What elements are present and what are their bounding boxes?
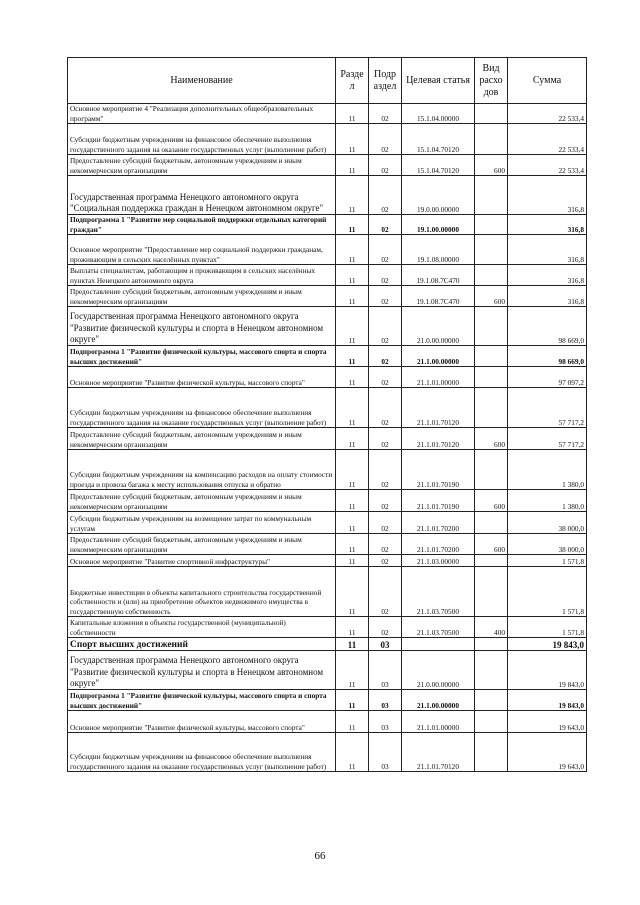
row-podrazdel: 03: [369, 651, 402, 690]
row-target: 19.0.00.00000: [402, 176, 475, 215]
table-row: [68, 690, 587, 711]
header-vid: Вид расхо дов: [475, 58, 508, 104]
row-sum: 19 843,0: [508, 638, 587, 651]
row-name: Основное мероприятие "Предоставление мер социальной поддержки гражданам, проживающим в сельских населённых пунктах": [68, 235, 336, 265]
row-vid: [475, 733, 508, 772]
row-target: 21.1.01.70120: [402, 388, 475, 428]
row-podrazdel: 02: [369, 567, 402, 617]
row-target: 21.1.03.70500: [402, 567, 475, 617]
row-sum: 316,8: [508, 286, 587, 307]
row-razdel: 11: [336, 711, 369, 733]
row-target: 15.1.04.70120: [402, 124, 475, 155]
row-name: Основное мероприятие 4 "Реализация дополнительных общеобразовательных программ": [68, 104, 336, 124]
row-vid: [475, 651, 508, 690]
table-row: [68, 367, 587, 388]
row-sum: 22 533,4: [508, 104, 587, 124]
row-target: 21.1.01.70200: [402, 534, 475, 555]
row-podrazdel: 02: [369, 450, 402, 490]
page-number: 66: [314, 850, 326, 862]
row-sum: 57 717,2: [508, 428, 587, 450]
row-sum: 19 843,0: [508, 690, 587, 711]
row-podrazdel: 02: [369, 512, 402, 534]
row-name: Подпрограмма 1 "Развитие физической культуры, массового спорта и спорта высших достижений": [68, 346, 336, 367]
row-name: Подпрограмма 1 "Развитие физической культуры, массового спорта и спорта высших достижений": [68, 690, 336, 711]
row-podrazdel: 02: [369, 617, 402, 638]
row-razdel: 11: [336, 346, 369, 367]
budget-table: [67, 57, 587, 772]
row-name: Субсидии бюджетным учреждениям на компенсацию расходов на оплату стоимости проезда и провоза багажа к месту использования отпуска и обратно: [68, 450, 336, 490]
header-podrazdel: Подр аздел: [369, 58, 402, 104]
row-name: Субсидии бюджетным учреждениям на возмещение затрат по коммунальным услугам: [68, 512, 336, 534]
row-vid: [475, 235, 508, 265]
table-row: [68, 155, 587, 176]
row-podrazdel: 02: [369, 490, 402, 512]
row-podrazdel: 03: [369, 690, 402, 711]
row-vid: [475, 690, 508, 711]
table-row: [68, 307, 587, 346]
row-podrazdel: 02: [369, 428, 402, 450]
row-razdel: 11: [336, 690, 369, 711]
row-vid: 600: [475, 155, 508, 176]
table-row: [68, 428, 587, 450]
row-vid: [475, 265, 508, 286]
row-razdel: 11: [336, 388, 369, 428]
row-podrazdel: 02: [369, 286, 402, 307]
row-podrazdel: 02: [369, 155, 402, 176]
row-sum: 57 717,2: [508, 388, 587, 428]
row-target: 21.1.01.70190: [402, 450, 475, 490]
header-razdel: Разде л: [336, 58, 369, 104]
row-name: Основное мероприятие "Развитие спортивной инфраструктуры": [68, 555, 336, 567]
row-vid: [475, 346, 508, 367]
row-sum: 1 571,8: [508, 555, 587, 567]
row-razdel: 11: [336, 155, 369, 176]
row-sum: 19 843,0: [508, 651, 587, 690]
row-sum: 19 643,0: [508, 711, 587, 733]
row-razdel: 11: [336, 215, 369, 235]
row-target: 19.1.08.7С470: [402, 286, 475, 307]
row-name: Капитальные вложения в объекты государственной (муниципальной) собственности: [68, 617, 336, 638]
row-sum: 1 380,0: [508, 490, 587, 512]
row-razdel: 11: [336, 733, 369, 772]
row-target: 19.1.00.00000: [402, 215, 475, 235]
row-sum: 316,8: [508, 235, 587, 265]
row-target: 21.1.00.00000: [402, 690, 475, 711]
row-name: Государственная программа Ненецкого автономного округа "Развитие физической культуры и спорта в Ненецком автономном округе": [68, 307, 336, 346]
row-vid: [475, 512, 508, 534]
row-podrazdel: 03: [369, 711, 402, 733]
row-name: Субсидии бюджетным учреждениям на финансовое обеспечение выполнения государственного задания на оказание государственных услуг (выполнение работ): [68, 388, 336, 428]
row-podrazdel: 02: [369, 388, 402, 428]
row-sum: 22 533,4: [508, 155, 587, 176]
row-vid: [475, 104, 508, 124]
table-row: [68, 450, 587, 490]
row-vid: [475, 307, 508, 346]
row-name: Спорт высших достижений: [68, 638, 336, 651]
row-sum: 316,8: [508, 215, 587, 235]
row-sum: 97 097,2: [508, 367, 587, 388]
row-vid: [475, 124, 508, 155]
row-razdel: 11: [336, 450, 369, 490]
row-razdel: 11: [336, 104, 369, 124]
row-vid: 600: [475, 428, 508, 450]
row-target: 15.1.04.00000: [402, 104, 475, 124]
row-razdel: 11: [336, 638, 369, 651]
row-razdel: 11: [336, 651, 369, 690]
row-vid: 400: [475, 617, 508, 638]
row-razdel: 11: [336, 176, 369, 215]
header-target: Целевая статья: [402, 58, 475, 104]
row-vid: [475, 388, 508, 428]
row-razdel: 11: [336, 534, 369, 555]
row-podrazdel: 03: [369, 638, 402, 651]
table-row: [68, 235, 587, 265]
row-target: 21.0.00.00000: [402, 307, 475, 346]
row-target: 21.1.03.00000: [402, 555, 475, 567]
row-razdel: 11: [336, 617, 369, 638]
row-sum: 1 380,0: [508, 450, 587, 490]
row-target: 19.1.08.7С470: [402, 265, 475, 286]
row-sum: 98 669,0: [508, 307, 587, 346]
row-razdel: 11: [336, 567, 369, 617]
row-razdel: 11: [336, 555, 369, 567]
row-name: Выплаты специалистам, работающим и проживающим в сельских населённых пунктах Ненецкого автономного округа: [68, 265, 336, 286]
table-row: [68, 711, 587, 733]
row-target: 15.1.04.70120: [402, 155, 475, 176]
table-row: [68, 733, 587, 772]
row-podrazdel: 02: [369, 307, 402, 346]
row-razdel: 11: [336, 124, 369, 155]
row-name: Предоставление субсидий бюджетным, автономным учреждениям и иным некоммерческим организациям: [68, 534, 336, 555]
table-row: [68, 617, 587, 638]
table-row: [68, 567, 587, 617]
row-target: 21.1.00.00000: [402, 346, 475, 367]
header-sum: Сумма: [508, 58, 587, 104]
row-vid: [475, 367, 508, 388]
row-podrazdel: 02: [369, 176, 402, 215]
row-target: 21.1.01.70120: [402, 733, 475, 772]
row-name: Бюджетные инвестиции в объекты капитального строительства государственной собственности и (или) на приобретение объектов недвижимого имущества в государственную собственность: [68, 567, 336, 617]
row-target: [402, 638, 475, 651]
table-row: [68, 346, 587, 367]
row-sum: 19 643,0: [508, 733, 587, 772]
row-name: Предоставление субсидий бюджетным, автономным учреждениям и иным некоммерческим организациям: [68, 490, 336, 512]
table-body: [68, 104, 587, 772]
table-header-row: [68, 58, 587, 104]
row-podrazdel: 02: [369, 124, 402, 155]
row-podrazdel: 02: [369, 534, 402, 555]
row-sum: 38 000,0: [508, 512, 587, 534]
row-podrazdel: 02: [369, 265, 402, 286]
row-name: Субсидии бюджетным учреждениям на финансовое обеспечение выполнения государственного задания на оказание государственных услуг (выполнение работ): [68, 124, 336, 155]
row-razdel: 11: [336, 235, 369, 265]
row-target: 21.1.01.70120: [402, 428, 475, 450]
row-podrazdel: 02: [369, 346, 402, 367]
table-row: [68, 512, 587, 534]
row-razdel: 11: [336, 428, 369, 450]
row-vid: [475, 711, 508, 733]
row-sum: 98 669,0: [508, 346, 587, 367]
row-vid: 600: [475, 534, 508, 555]
row-name: Основное мероприятие "Развитие физической культуры, массового спорта": [68, 711, 336, 733]
row-podrazdel: 02: [369, 215, 402, 235]
row-razdel: 11: [336, 265, 369, 286]
row-name: Государственная программа Ненецкого автономного округа "Развитие физической культуры и спорта в Ненецком автономном округе": [68, 651, 336, 690]
table-row: [68, 638, 587, 651]
row-target: 21.1.01.70200: [402, 512, 475, 534]
row-target: 21.1.03.70500: [402, 617, 475, 638]
table-row: [68, 388, 587, 428]
table-row: [68, 651, 587, 690]
row-vid: 600: [475, 286, 508, 307]
row-name: Субсидии бюджетным учреждениям на финансовое обеспечение выполнения государственного задания на оказание государственных услуг (выполнение работ): [68, 733, 336, 772]
table-row: [68, 265, 587, 286]
row-razdel: 11: [336, 307, 369, 346]
row-name: Предоставление субсидий бюджетным, автономным учреждениям и иным некоммерческим организациям: [68, 428, 336, 450]
header-name: Наименование: [68, 58, 336, 104]
table-row: [68, 215, 587, 235]
table-row: [68, 124, 587, 155]
row-target: 21.1.01.70190: [402, 490, 475, 512]
table-row: [68, 286, 587, 307]
table-row: [68, 490, 587, 512]
row-name: Предоставление субсидий бюджетным, автономным учреждениям и иным некоммерческим организациям: [68, 286, 336, 307]
row-vid: [475, 567, 508, 617]
row-razdel: 11: [336, 367, 369, 388]
row-podrazdel: 02: [369, 555, 402, 567]
row-vid: [475, 555, 508, 567]
row-vid: [475, 638, 508, 651]
row-sum: 22 533,4: [508, 124, 587, 155]
row-razdel: 11: [336, 490, 369, 512]
row-vid: [475, 450, 508, 490]
row-target: 21.1.01.00000: [402, 367, 475, 388]
table-row: [68, 176, 587, 215]
row-name: Государственная программа Ненецкого автономного округа "Социальная поддержка граждан в Ненецком автономном округе": [68, 176, 336, 215]
row-podrazdel: 02: [369, 104, 402, 124]
row-sum: 38 000,0: [508, 534, 587, 555]
row-target: 19.1.08.00000: [402, 235, 475, 265]
row-vid: [475, 176, 508, 215]
row-razdel: 11: [336, 512, 369, 534]
row-podrazdel: 02: [369, 367, 402, 388]
row-sum: 316,8: [508, 176, 587, 215]
row-target: 21.0.00.00000: [402, 651, 475, 690]
row-name: Подпрограмма 1 "Развитие мер социальной поддержки отдельных категорий граждан": [68, 215, 336, 235]
table-row: [68, 534, 587, 555]
row-sum: 1 571,8: [508, 567, 587, 617]
row-target: 21.1.01.00000: [402, 711, 475, 733]
row-vid: 600: [475, 490, 508, 512]
row-vid: [475, 215, 508, 235]
budget-sheet: [67, 57, 586, 772]
row-name: Предоставление субсидий бюджетным, автономным учреждениям и иным некоммерческим организациям: [68, 155, 336, 176]
row-podrazdel: 02: [369, 235, 402, 265]
row-sum: 1 571,8: [508, 617, 587, 638]
table-row: [68, 104, 587, 124]
table-row: [68, 555, 587, 567]
row-sum: 316,8: [508, 265, 587, 286]
row-podrazdel: 03: [369, 733, 402, 772]
row-name: Основное мероприятие "Развитие физической культуры, массового спорта": [68, 367, 336, 388]
row-razdel: 11: [336, 286, 369, 307]
